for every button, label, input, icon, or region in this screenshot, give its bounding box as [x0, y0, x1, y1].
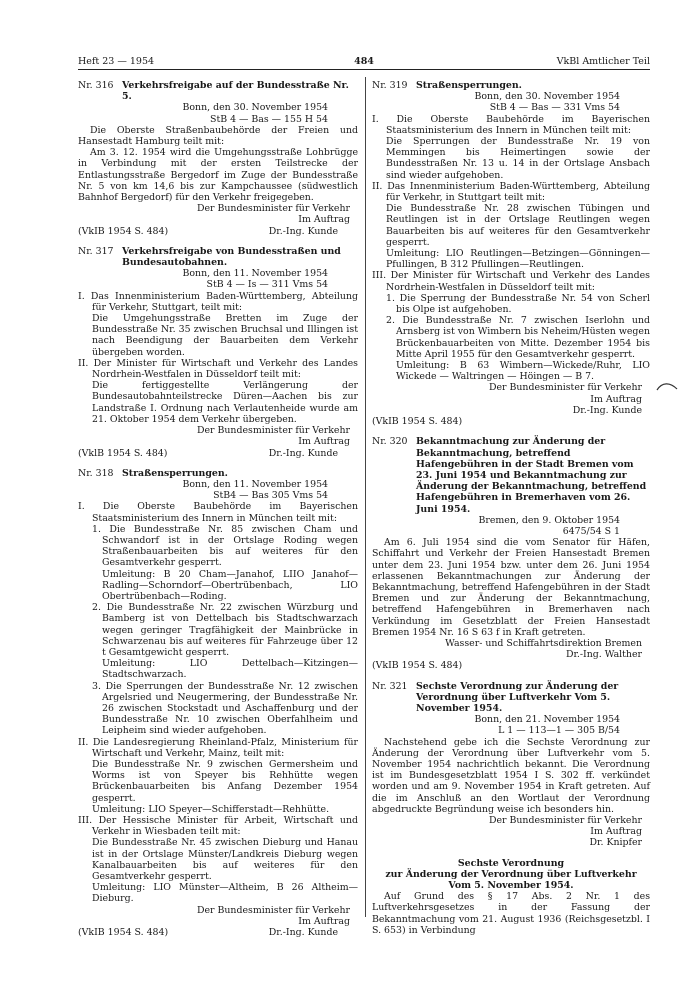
- detour-note: Umleitung: LIO Reutlingen—Betzingen—Gönningen—Pfullingen, B 312 Pfullingen—Reutlingen.: [386, 248, 650, 271]
- signer-name: Dr. Knipfer: [589, 837, 642, 849]
- article-dateline: Bonn, den 11. November 1954 StB4 — Bas 305 Vms 54: [182, 478, 328, 502]
- reference-line: [78, 927, 358, 938]
- citation: (VkIB 1954 S. 484): [78, 225, 169, 237]
- citation: (VkIB 1954 S. 484): [372, 660, 463, 672]
- article-heading: [372, 681, 650, 715]
- article-number: Nr. 320: [372, 436, 408, 448]
- signer-name: Dr.-Ing. Kunde: [268, 225, 338, 237]
- signature-block: Der Bundesminister für Verkehr Im Auftrag: [488, 815, 642, 838]
- reference-line: [78, 226, 358, 237]
- signer-name: Dr.-Ing. Kunde: [572, 404, 642, 416]
- article-title: Verkehrsfreigabe von Bundesstraßen und Bundesautobahnen.: [122, 245, 341, 269]
- citation: (VklB 1954 S. 484): [78, 447, 168, 459]
- signature-block: Der Bundesminister für Verkehr Im Auftrag: [196, 203, 350, 226]
- paragraph: Auf Grund des § 17 Abs. 2 Nr. 1 des Luftverkehrsgesetzes in der Fassung der Bekanntmachung vom 21. August 1936 (Reichsgesetzbl. I S. 653) in Verbindung: [372, 891, 650, 936]
- sub-item: 1. Die Bundesstraße Nr. 85 zwischen Cham und Schwandorf ist in der Ortslage Roding wegen Straßenbauarbeiten bis auf weiteres für den Gesamtverkehr gesperrt.: [92, 523, 358, 569]
- article-317: [78, 246, 358, 459]
- issue-label: Heft 23 — 1954: [78, 56, 155, 67]
- regulation-text: [372, 858, 650, 936]
- article-heading: [78, 246, 358, 268]
- article-title: Straßensperrungen.: [122, 467, 228, 479]
- article-heading: [78, 80, 358, 102]
- article-321: [372, 681, 650, 849]
- article-number: Nr. 316: [78, 80, 114, 91]
- citation: (VkIB 1954 S. 484): [78, 927, 169, 939]
- list-item: III. Der Hessische Minister für Arbeit, Wirtschaft und Verkehr in Wiesbaden teilt mit:: [78, 815, 358, 838]
- list-item-text: Die fertiggestellte Verlängerung der Bundesautobahnteilstrecke Düren—Aachen bis zur Landstraße I. Ordnung nach Verlautenheide wurde am 21. Oktober 1954 dem Verkehr übergeben.: [92, 380, 358, 425]
- list-item: III. Der Minister für Wirtschaft und Verkehr des Landes Nordrhein-Westfalen in Düsseldorf teilt mit:: [372, 270, 650, 293]
- sub-item: 2. Die Bundesstraße Nr. 7 zwischen Iserlohn und Arnsberg ist von Wimbern bis Neheim/Hüsten wegen Brückenbauarbeiten von Mitte. Dezember 1954 bis Mitte April 1955 für den Gesamtverkehr gesperrt.: [386, 315, 650, 360]
- signer-name: Dr.-Ing. Kunde: [268, 447, 338, 459]
- article-316: [78, 80, 358, 237]
- list-item-text: Die Umgehungsstraße Bretten im Zuge der Bundesstraße Nr. 35 zwischen Bruchsal und Illingen ist nach Beendigung der Bauarbeiten dem Verkehr übergeben worden.: [92, 313, 358, 358]
- paragraph: Die Oberste Straßenbaubehörde der Freien und Hansestadt Hamburg teilt mit:: [78, 124, 358, 148]
- signature-block: Der Bundesminister für Verkehr Im Auftrag: [488, 382, 642, 405]
- paragraph: Am 6. Juli 1954 sind die vom Senator für Häfen, Schiffahrt und Verkehr der Freien Hansestadt Bremen unter dem 23. Juni 1954 bzw. unter dem 26. Juni 1954 erlassenen Bekanntmachungen zur Änderung der Bekanntmachung, betreffend Hafengebühren in der Stadt Bremen und zur Änderung der Bekanntmachung, betreffend Hafengebühren in Bremerhaven nach Verkündung im Gesetzblatt der Freien Hansestadt Bremen 1954 Nr. 16 S 63 f in Kraft getreten.: [372, 537, 650, 638]
- article-number: Nr. 318: [78, 467, 114, 479]
- list-item: II. Der Minister für Wirtschaft und Verkehr des Landes Nordrhein-Westfalen in Düsseldorf teilt mit:: [78, 357, 358, 381]
- right-column: [372, 80, 650, 945]
- list-item-text: Die Bundesstraße Nr. 28 zwischen Tübingen und Reutlingen ist in der Ortslage Reutlingen wegen Bauarbeiten bis auf weiteres für den Gesamtverkehr gesperrt.: [386, 203, 650, 248]
- sub-item: 2. Die Bundesstraße Nr. 22 zwischen Würzburg und Bamberg ist von Dettelbach bis Stadtschwarzach wegen geringer Tragfähigkeit der Mainbrücke in Schwarzenau bis auf weiteres für Fahrzeuge über 12 t Gesamtgewicht gesperrt.: [92, 602, 358, 658]
- page-number: 484: [354, 56, 374, 67]
- list-item: II. Die Landesregierung Rheinland-Pfalz, Ministerium für Wirtschaft und Verkehr, Mainz, teilt mit:: [78, 736, 358, 759]
- bracket-mark-icon: [656, 380, 678, 394]
- article-title: Sechste Verordnung zur Änderung der Verordnung über Luftverkehr Vom 5. November 1954.: [416, 680, 619, 714]
- list-item: I. Die Oberste Baubehörde im Bayerischen Staatsministerium des Innern in München teilt mit:: [78, 501, 358, 524]
- detour-note: Umleitung: B 63 Wimbern—Wickede/Ruhr, LIO Wickede — Waltringen — Höingen — B 7.: [396, 360, 650, 383]
- article-number: Nr. 317: [78, 245, 114, 257]
- column-divider: [365, 77, 366, 917]
- article-heading: [372, 436, 650, 514]
- paragraph: Am 3. 12. 1954 wird die Umgehungsstraße Lohbrügge in Verbindung mit der ersten Teilstrecke der Entlastungsstraße Bergedorf im Zuge der Bundesstraße Nr. 5 von km 14,6 bis zur Kampchaussee (südwestlich Bahnhof Bergedorf) für den Verkehr freigegeben.: [78, 147, 358, 204]
- article-heading: [372, 80, 650, 91]
- article-dateline: Bonn, den 11. November 1954 StB 4 — Is — 311 Vms 54: [182, 268, 328, 291]
- section-label: VkBl Amtlicher Teil: [556, 56, 650, 67]
- signature-block: Der Bundesminister für Verkehr Im Auftrag: [196, 425, 350, 448]
- list-item-text: Die Bundesstraße Nr. 45 zwischen Dieburg und Hanau ist in der Ortslage Münster/Landkreis Dieburg wegen Kanalbauarbeiten bis auf weiteres für den Gesamtverkehr gesperrt.: [92, 837, 358, 883]
- list-item: I. Das Innenministerium Baden-Württemberg, Abteilung für Verkehr, Stuttgart, teilt mit:: [78, 290, 358, 313]
- citation: (VkIB 1954 S. 484): [372, 416, 463, 428]
- detour-note: Umleitung: LIO Münster—Altheim, B 26 Altheim—Dieburg.: [92, 882, 358, 905]
- detour-note: Umleitung: B 20 Cham—Janahof, LIIO Janahof—Radling—Schorndorf—Obertrübenbach, LIO Obertrübenbach—Roding.: [102, 568, 358, 602]
- header-rule: [78, 69, 650, 70]
- article-number: Nr. 321: [372, 680, 408, 692]
- detour-note: Umleitung: LIO Dettelbach—Kitzingen—Stadtschwarzach.: [102, 658, 358, 681]
- sub-item: 3. Die Sperrungen der Bundesstraße Nr. 12 zwischen Argelsried und Neugermering, der Bundesstraße Nr. 26 zwischen Stockstadt und Aschaffenburg und der Bundesstraße Nr. 10 zwischen Oberfahlheim und Leipheim sind wieder aufgehoben.: [92, 680, 358, 737]
- left-column: [78, 80, 358, 947]
- article-319: [372, 80, 650, 427]
- list-item-text: Die Sperrungen der Bundesstraße Nr. 19 von Memmingen bis Heimertingen sowie der Bundesstraßen Nr. 13 u. 14 in der Ortslage Ansbach sind wieder aufgehoben.: [386, 136, 650, 181]
- regulation-subtitle: zur Änderung der Verordnung über Luftverkehr: [385, 868, 637, 880]
- article-dateline: Bonn, den 30. November 1954 StB 4 — Bas — 331 Vms 54: [474, 91, 620, 114]
- list-item-text: Die Bundesstraße Nr. 9 zwischen Germersheim und Worms ist von Speyer bis Rehhütte wegen Brückenbauarbeiten bis Anfang Dezember 1954 gesperrt.: [92, 758, 358, 804]
- article-318: [78, 468, 358, 939]
- signature-block: Wasser- und Schiffahrtsdirektion Bremen: [445, 637, 642, 649]
- signer-name: Dr.-Ing. Walther: [565, 649, 642, 661]
- article-dateline: Bonn, den 30. November 1954 StB 4 — Bas — 155 H 54: [182, 102, 328, 125]
- article-dateline: Bonn, den 21. November 1954 L 1 — 113—1 — 305 B/54: [474, 714, 620, 737]
- article-number: Nr. 319: [372, 80, 408, 91]
- article-heading: [78, 468, 358, 479]
- article-title: Straßensperrungen.: [416, 80, 522, 91]
- article-title: Bekanntmachung zur Änderung der Bekanntmachung, betreffend Hafengebühren in der Stadt Bremen vom 23. Juni 1954 und Bekanntmachung zur Änderung der Bekanntmachung, betreffend Hafengebühren in Bremerhaven vom 26. Juni 1954.: [416, 436, 647, 515]
- article-320: [372, 436, 650, 671]
- detour-note: Umleitung: LIO Speyer—Schifferstadt—Rehhütte.: [92, 803, 330, 815]
- regulation-date: Vom 5. November 1954.: [448, 880, 574, 892]
- signer-name: Dr.-Ing. Kunde: [268, 927, 338, 939]
- running-header: [78, 56, 650, 70]
- list-item: II. Das Innenministerium Baden-Württemberg, Abteilung für Verkehr, in Stuttgart teilt mit:: [372, 180, 650, 204]
- article-title: Verkehrsfreigabe auf der Bundesstraße Nr. 5.: [122, 80, 349, 103]
- reference-line: [78, 448, 358, 459]
- article-dateline: Bremen, den 9. Oktober 1954 6475/54 S 1: [478, 514, 620, 537]
- signature-block: Der Bundesminister für Verkehr Im Auftrag: [196, 904, 350, 927]
- sub-item: 1. Die Sperrung der Bundesstraße Nr. 54 von Scherl bis Olpe ist aufgehoben.: [386, 292, 650, 316]
- regulation-title: Sechste Verordnung: [457, 857, 565, 869]
- list-item: I. Die Oberste Baubehörde im Bayerischen Staatsministerium des Innern in München teilt mit:: [372, 113, 650, 136]
- paragraph: Nachstehend gebe ich die Sechste Verordnung zur Änderung der Verordnung über Luftverkehr vom 5. November 1954 nachrichtlich bekannt. Die Verordnung ist im Bundesgesetzblatt 1954 I S. 302 ff. verkündet worden und am 9. November 1954 in Kraft getreten. Auf die im Anschluß an den Wortlaut der Verordnung abgedruckte Begründung weise ich besonders hin.: [372, 736, 650, 815]
